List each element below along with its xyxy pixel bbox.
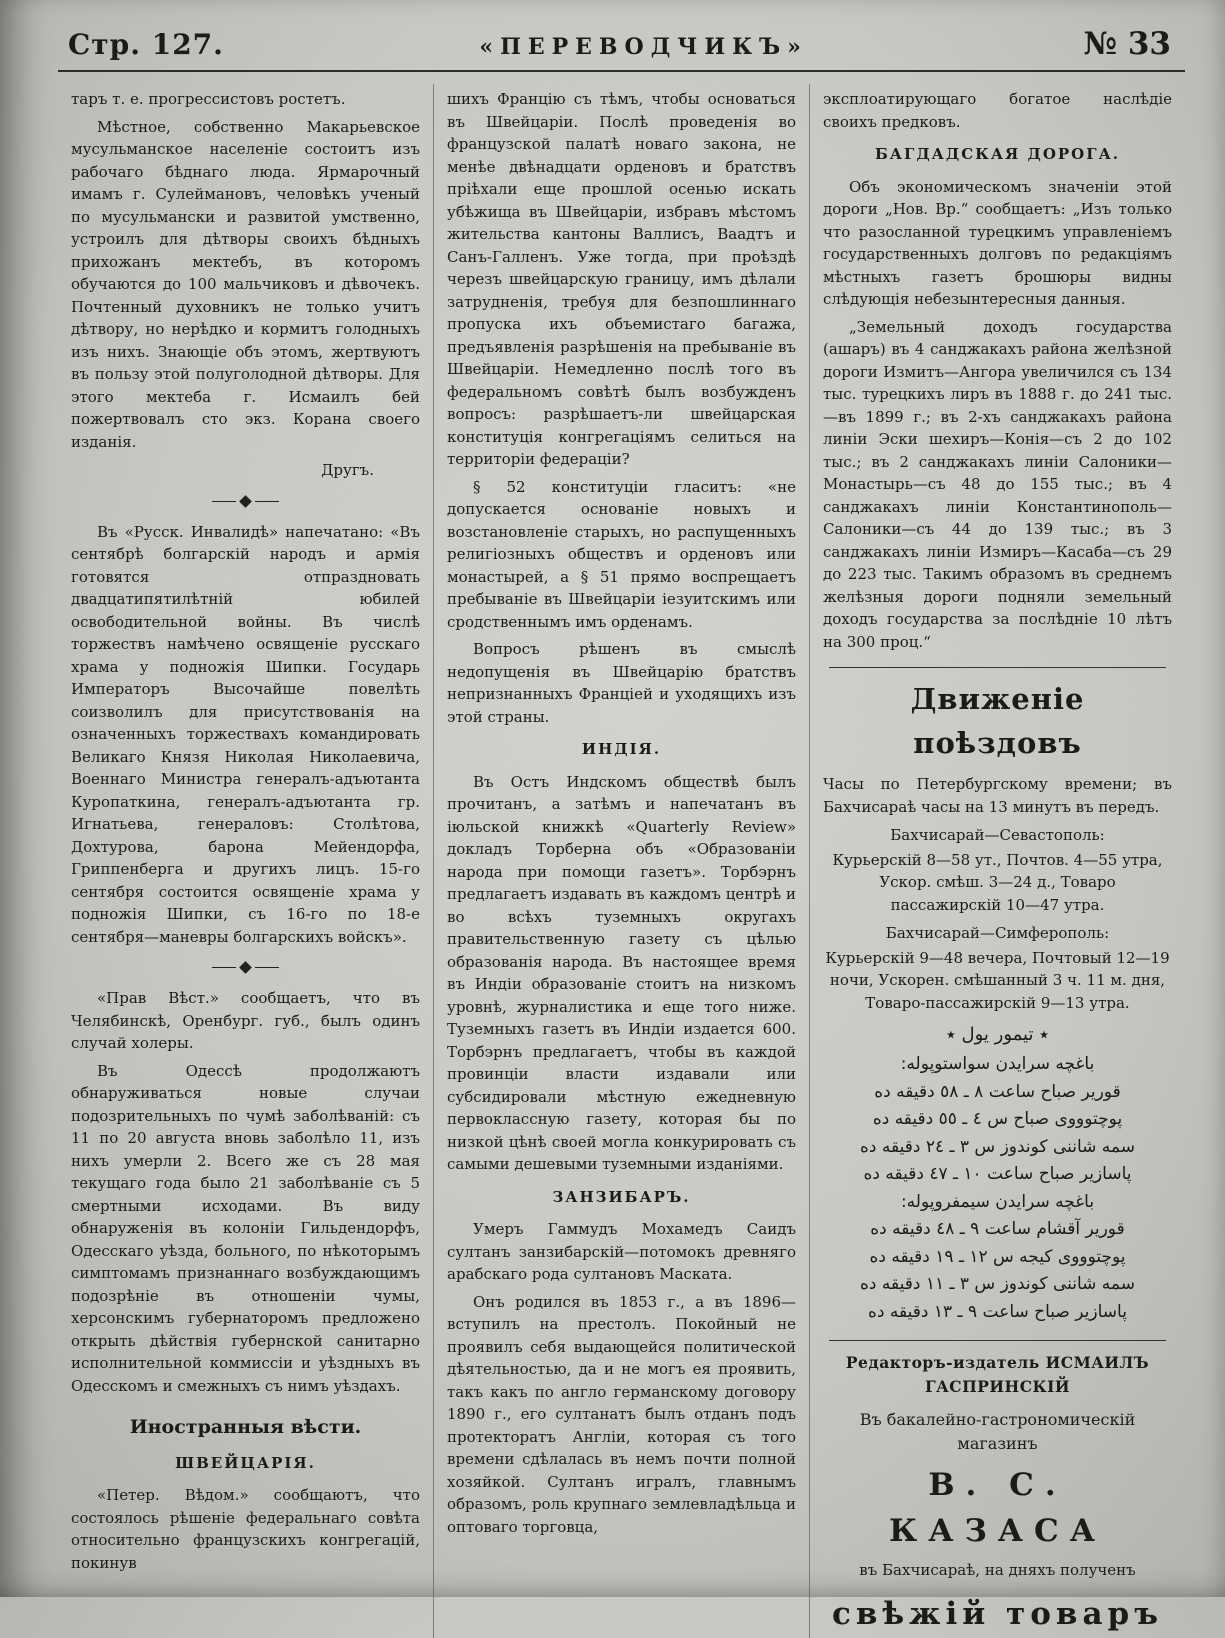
article-paragraph: Умеръ Гаммудъ Мохамедъ Саидъ султанъ занзибарскій—потомокъ древняго арабскаго рода султановъ Маската. <box>447 1220 796 1283</box>
section-rule <box>829 667 1166 668</box>
tatar-schedule-line: پوچتوووى كيجه س ١٢ ـ ١٩ دقيقه ده <box>869 1246 1126 1267</box>
tatar-schedule-line: قورير صباح ساعت ٨ ـ ٥٨ دقيقه ده <box>874 1081 1121 1102</box>
article-signature: Другъ. <box>321 461 374 479</box>
tatar-schedule-line: پوچتوووى صباح س ٤ ـ ٥٥ دقيقه ده <box>872 1109 1123 1130</box>
train-schedule-title: Движеніе поѣздовъ <box>910 682 1085 760</box>
tatar-schedule-line: سمه شاننى كوندوز س ٣ ـ ١١ دقيقه ده <box>860 1274 1135 1295</box>
train-schedule-note: Часы по Петербургскому времени; въ Бахчисараѣ часы на 13 минутъ въ передъ. <box>823 775 1172 816</box>
diamond-ornament-icon <box>239 495 252 508</box>
advertisement-goods: свѣжій товаръ <box>831 1596 1164 1633</box>
editor-publisher-line: Редакторъ-издатель ИСМАИЛЪ ГАСПРИНСКІЙ <box>845 1353 1150 1396</box>
tatar-schedule-line: پاسازير صباح ساعت ٩ ـ ١٣ دقيقه ده <box>868 1301 1127 1322</box>
article-paragraph: Въ «Русск. Инвалидѣ» напечатано: «Въ сентябрѣ болгарскій народъ и армія готовятся отпраздновать двадцатипятилѣтній юбилей освободительной войны. Въ числѣ торжествъ намѣчено освященіе русскаго храма у подножія Шипки. Государь Императоръ Высочайше повелѣть соизволилъ для присутствованія на означенныхъ торжествахъ командировать Великаго Князя Николая Николаевича, Военнаго Министра генералъ-адъютанта Куропаткина, генералъ-адъютанта гр. Игнатьева, генераловъ: Столѣтова, Дохтурова, барона Мейендорфа, Гриппенберга и другихъ лицъ. 15-го сентября состоится освященіе храма у подножія Шипки, съ 16-го по 18-е сентября—маневры болгарскихъ войскъ». <box>71 522 420 946</box>
article-paragraph: § 52 конституціи гласитъ: «не допускается основаніе новыхъ и возстановленіе старыхъ, но распущенныхъ религіозныхъ обществъ и орденовъ или монастырей, а § 51 прямо воспрещаетъ пребываніе въ Швейцаріи іезуитскимъ или сродственнымъ имъ орденамъ. <box>447 477 796 631</box>
train-schedule-times: Курьерскій 9—48 вечера, Почтовый 12—19 ночи, Ускорен. смѣшанный 3 ч. 11 м. дня, Товаро-пассажирскій 9—13 утра. <box>825 948 1170 1012</box>
train-route-title: Бахчисарай—Севастополь: <box>890 826 1105 844</box>
article-paragraph: шихъ Францію съ тѣмъ, чтобы основаться въ Швейцаріи. Послѣ проведенія во французской палатѣ новаго закона, не менѣе двѣнадцати орденовъ и братствъ пріѣхали еще прошлой осенью искать убѣжища въ Швейцаріи, избравъ мѣстомъ жительства кантоны Валлисъ, Ваадтъ и Санъ-Галленъ. Уже тогда, при проѣздѣ черезъ швейцарскую границу, имъ дѣлали затрудненія, требуя для безпошлиннаго пропуска ихъ объемистаго багажа, предъявленія разрѣшенія на пребываніе въ Швейцаріи. Немедленно послѣ того въ федеральномъ совѣтѣ былъ возбужденъ вопросъ: разрѣшаетъ-ли швейцарская конституція конгрегаціямъ селиться на территоріи федераціи? <box>447 90 796 468</box>
divider-ornament <box>71 963 420 972</box>
advertisement-location: въ Бахчисараѣ, на дняхъ полученъ <box>859 1560 1136 1579</box>
section-heading-india: ИНДІЯ. <box>581 740 662 758</box>
tatar-train-schedule <box>823 1020 1172 1326</box>
tatar-schedule-line: پاسازير صباح ساعت ١٠ ـ ٤٧ دقيقه ده <box>863 1164 1132 1185</box>
article-paragraph: эксплоатирующаго богатое наслѣдіе своихъ предковъ. <box>823 90 1172 131</box>
column-divider <box>809 84 810 1638</box>
article-paragraph: Мѣстное, собственно Макарьевское мусульманское населеніе состоитъ изъ рабочаго бѣднаго люда. Ярмарочный имамъ г. Сулеймановъ, человѣкъ ученый по мусульмански и развитой умственно, устроилъ для дѣтворы своихъ бѣдныхъ прихожанъ мектебъ, въ которомъ обучаются до 100 мальчиковъ и дѣвочекъ. Почтенный духовникъ не только учитъ дѣтвору, но нерѣдко и кормитъ голодныхъ изъ нихъ. Знающіе объ этомъ, жертвуютъ въ пользу этой полуголодной дѣтворы. Для этого мектеба г. Исмаилъ бей пожертвовалъ сто экз. Корана своего изданія. <box>71 117 420 451</box>
article-paragraph: «Петер. Вѣдом.» сообщаютъ, что состоялось рѣшеніе федеральнаго совѣта относительно французскихъ конгрегацій, покинув <box>71 1486 420 1572</box>
article-paragraph: Въ Одессѣ продолжаютъ обнаруживаться новые случаи подозрительныхъ по чумѣ заболѣваній: съ 11 по 20 августа вновь заболѣло 11, изъ нихъ умерли 2. Всего же съ 28 мая текущаго года было 21 заболѣваніе съ 5 смертными исходами. Въ виду обнаруженія въ колоніи Гильдендорфъ, Одесскаго уѣзда, больного, по нѣкоторымъ симптомамъ признаннаго возбуждающимъ подозрѣніе въ отношеніи чумы, херсонскимъ губернаторомъ предложено открыть дѣйствія губернской санитарно исполнительной коммиссіи и уѣздныхъ въ Одесскомъ и смежныхъ съ нимъ уѣздахъ. <box>71 1061 420 1395</box>
column-layout <box>58 84 1185 1638</box>
advertisement-intro: Въ бакалейно-гастрономическій магазинъ <box>859 1409 1136 1453</box>
header-rule <box>58 70 1185 72</box>
column-1 <box>58 84 433 1638</box>
tatar-schedule-line: باغچه سرايدن سواستوپوله: <box>900 1054 1095 1075</box>
ornament-line <box>255 501 279 502</box>
column-3 <box>810 84 1185 1638</box>
page-number: Стр. 127. <box>68 28 224 61</box>
article-paragraph: Въ Остъ Индскомъ обществѣ былъ прочитанъ, а затѣмъ и напечатанъ въ іюльской книжкѣ «Quarterly Review» докладъ Торберна объ «Образованіи народа при помощи газетъ». Торбэрнъ предлагаетъ издавать въ каждомъ центрѣ и во всѣхъ туземныхъ округахъ правительственную газету съ цѣлью образованія народа. Въ настоящее время въ Индіи образованіе стоитъ на низкомъ уровнѣ, журналистика и еще того ниже. Туземныхъ газетъ въ Индіи издается 600. Торбэрнъ предлагаетъ, чтобы въ каждой провинціи власти издавали или субсидировали мѣстную ежедневную первоклассную газету, которая бы по низкой цѣнѣ своей могла конкурировать съ самыми дешевыми туземными изданіями. <box>447 772 796 1173</box>
tatar-schedule-line: سمه شاننى كوندوز س ٣ ـ ٢٤ دقيقه ده <box>860 1136 1135 1157</box>
ornament-line <box>255 967 279 968</box>
column-2 <box>434 84 809 1638</box>
diamond-ornament-icon <box>239 961 252 974</box>
section-heading-zanzibar: ЗАНЗИБАРЪ. <box>552 1187 691 1206</box>
page-header <box>58 26 1185 70</box>
tatar-schedule-line: قورير آقشام ساعت ٩ ـ ٤٨ دقيقه ده <box>870 1219 1125 1240</box>
newspaper-masthead: «ПЕРЕВОДЧИКЪ» <box>479 34 808 60</box>
ornament-line <box>212 967 236 968</box>
article-paragraph: „Земельный доходъ государства (ашаръ) въ 4 санджакахъ района желѣзной дороги Измитъ—Ангора увеличился съ 134 тыс. турецкихъ лиръ въ 1888 г. до 241 тыс.—въ 1899 г.; въ 2-хъ санджакахъ района линіи Эски шехиръ—Конія—съ 2 до 102 тыс.; въ 2 санджакахъ линіи Салоники—Монастырь—съ 48 до 155 тыс.; въ 4 санджакахъ линіи Константинополь—Салоники—съ 44 до 139 тыс.; въ 3 санджакахъ линіи Измиръ—Касаба—съ 29 до 223 тыс. Такимъ образомъ въ среднемъ желѣзныя дороги подняли земельный доходъ государства за послѣдніе 10 лѣтъ на 300 проц.“ <box>823 317 1172 651</box>
ornament-line <box>212 501 236 502</box>
article-paragraph: Вопросъ рѣшенъ въ смыслѣ недопущенія въ Швейцарію братствъ непризнанныхъ Франціей и уходящихъ изъ этой страны. <box>447 640 796 726</box>
article-paragraph: Объ экономическомъ значеніи этой дороги „Нов. Вр.“ сообщаетъ: „Изъ только что разосланной турецкимъ управленіемъ государственныхъ долговъ по редакціямъ мѣстныхъ газетъ брошюры видны слѣдующія небезынтересныя данныя. <box>823 177 1172 308</box>
advertisement-merchant-name: В. С. КАЗАСА <box>889 1466 1106 1550</box>
tatar-schedule-line: باغچه سرايدن سيمفروپوله: <box>900 1191 1095 1212</box>
article-paragraph: «Прав Вѣст.» сообщаетъ, что въ Челябинскѣ, Оренбург. губ., былъ одинъ случай холеры. <box>71 989 420 1052</box>
section-heading-switzerland: ШВЕЙЦАРІЯ. <box>175 1453 316 1472</box>
section-heading-baghdad-road: БАГДАДСКАЯ ДОРОГА. <box>874 145 1121 163</box>
article-paragraph: таръ т. е. прогрессистовъ ростетъ. <box>71 90 346 108</box>
article-paragraph: Онъ родился въ 1853 г., а въ 1896— вступилъ на престолъ. Покойный не проявилъ себя выдающейся политической дѣятельностью, да и не могъ ея проявить, такъ какъ по англо германскому договору 1890 г., его султанатъ былъ отданъ подъ протекторатъ Англіи, которая съ того времени сдѣлалась въ немъ почти полной хозяйкой. Султанъ игралъ, главнымъ образомъ, роль крупнаго землевладѣльца и оптоваго торговца, <box>447 1292 796 1536</box>
divider-ornament <box>71 497 420 506</box>
section-heading-foreign-news: Иностранныя вѣсти. <box>129 1416 362 1438</box>
train-schedule-times: Курьерскій 8—58 ут., Почтов. 4—55 утра, Ускор. смѣш. 3—24 д., Товаро пассажирскій 10—47 утра. <box>832 850 1163 914</box>
train-route-title: Бахчисарай—Симферополь: <box>885 924 1110 942</box>
column-divider <box>433 84 434 1638</box>
tatar-schedule-title: ٭ تيمور يول ٭ <box>945 1024 1049 1045</box>
section-rule <box>829 1340 1166 1341</box>
issue-number: № 33 <box>1083 26 1171 62</box>
